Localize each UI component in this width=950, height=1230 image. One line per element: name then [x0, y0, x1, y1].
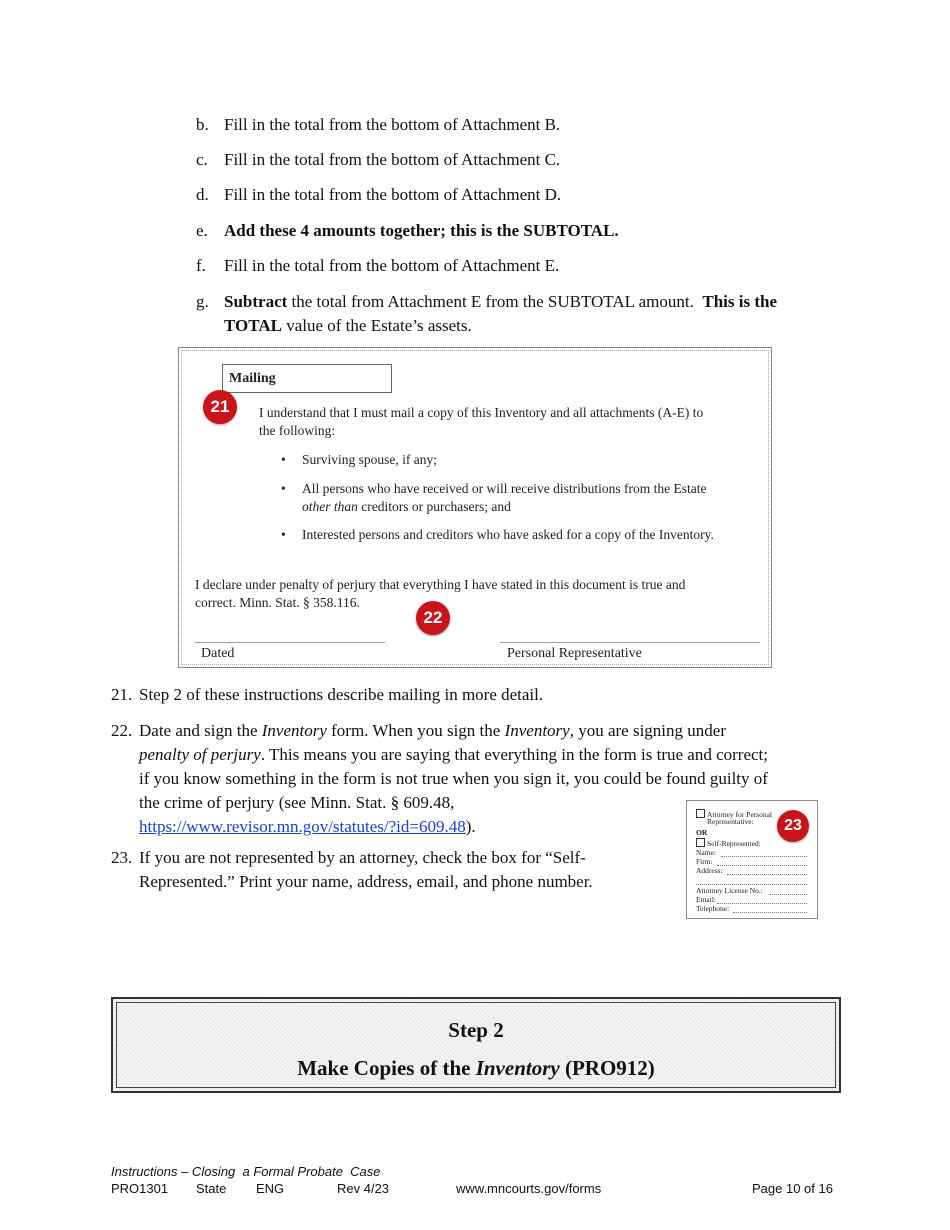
bullet-distributions-line2: [302, 498, 511, 516]
footer-doc-title: Instructions – Closing a Formal Probate Case: [111, 1164, 381, 1179]
inventory-italic: Inventory: [504, 721, 570, 740]
s22-c: form. When you sign the: [326, 721, 505, 740]
declaration-line1: I declare under penalty of perjury that everything I have stated in this document is true and: [195, 577, 686, 592]
list-item: [196, 183, 846, 207]
list-letter: d.: [196, 185, 209, 204]
mini-line: [721, 856, 807, 857]
list-text-bold: Add these 4 amounts together; this is the SUBTOTAL.: [224, 221, 619, 240]
list-letter: e.: [196, 221, 208, 240]
mini-attorney2: Representative:: [707, 817, 754, 826]
dated-line: [195, 642, 385, 643]
mini-self: [696, 838, 761, 848]
footer-code: PRO1301: [111, 1181, 169, 1196]
mini-name: Name:: [696, 848, 716, 857]
s22-a: Date and sign the: [139, 721, 262, 740]
checkbox-icon: [696, 838, 705, 847]
s22-line2: [139, 743, 839, 767]
step-2-banner: [111, 997, 841, 1093]
revisor-link[interactable]: https://www.revisor.mn.gov/statutes/?id=609.48: [139, 817, 466, 836]
footer-url: www.mncourts.gov/forms: [456, 1181, 602, 1196]
dated-label: Dated: [201, 646, 235, 661]
s22-e: , you are signing under: [569, 721, 726, 740]
inventory-italic: Inventory: [261, 721, 327, 740]
list-text: Fill in the total from the bottom of Attachment D.: [224, 185, 562, 204]
mini-line: [717, 865, 807, 866]
step-2-sub-a: Make Copies of the: [297, 1056, 476, 1080]
step-2-sub-c: (PRO912): [559, 1056, 655, 1080]
mini-or: OR: [696, 828, 708, 837]
s23-line1: If you are not represented by an attorney, check the box for “Self-: [139, 848, 586, 867]
mini-address: Address:: [696, 866, 723, 875]
step-2-inventory-italic: Inventory: [475, 1056, 560, 1080]
penalty-italic: penalty of perjury: [139, 745, 261, 764]
mini-license: Attorney License No.:: [696, 886, 763, 895]
mini-line: [727, 874, 807, 875]
mini-self-text: Self-Represented:: [707, 839, 761, 848]
step-2-subtitle: [113, 1056, 839, 1081]
mailing-heading-box: [222, 364, 392, 393]
step-number: 23.: [111, 848, 133, 867]
mini-line: [769, 894, 807, 895]
footer-page: Page 10 of 16: [752, 1181, 833, 1196]
declaration-line2: correct. Minn. Stat. § 358.116.: [195, 595, 360, 610]
mini-firm: Firm:: [696, 857, 713, 866]
list-item: [196, 254, 846, 278]
mailing-heading: Mailing: [229, 371, 276, 386]
mailing-intro-line1: I understand that I must mail a copy of this Inventory and all attachments (A-E) to: [259, 405, 704, 420]
step-number: 21.: [111, 685, 133, 704]
footer-state: State: [196, 1181, 227, 1196]
g-end: value of the Estate’s assets.: [281, 316, 472, 335]
signature-line: [500, 642, 760, 643]
step-text: Step 2 of these instructions describe mailing in more detail.: [139, 685, 544, 704]
bullet-dot: •: [281, 527, 286, 542]
badge-21: 21: [203, 390, 237, 424]
mini-line: [733, 912, 807, 913]
step-23-text: [139, 846, 669, 894]
other-than-italic: other than: [302, 499, 358, 514]
list-item: [196, 148, 846, 172]
mini-email: Email:: [696, 895, 716, 904]
s23-line2: Represented.” Print your name, address, email, and phone number.: [139, 872, 593, 891]
list-text-line2: [224, 314, 472, 338]
list-text: Fill in the total from the bottom of Attachment E.: [224, 256, 560, 275]
subtract-bold: Subtract: [224, 292, 288, 311]
mailing-form-figure: [178, 347, 772, 668]
this-is-the-bold: This is the: [702, 292, 777, 311]
step-21: [111, 683, 851, 707]
badge-22: 22: [416, 601, 450, 635]
footer-rev: Rev 4/23: [337, 1181, 390, 1196]
bullet-spouse: Surviving spouse, if any;: [302, 452, 437, 467]
checkbox-icon: [696, 809, 705, 818]
attorney-form-thumbnail: [686, 800, 818, 919]
list-letter: f.: [196, 256, 206, 275]
s22-j: ).: [465, 817, 476, 836]
list-text: Fill in the total from the bottom of Attachment B.: [224, 115, 561, 134]
badge-23: 23: [777, 810, 809, 842]
step-2-title: Step 2: [448, 1018, 504, 1042]
step-23: [111, 846, 671, 896]
mini-telephone: Telephone:: [696, 904, 730, 913]
list-text: Fill in the total from the bottom of Attachment C.: [224, 150, 561, 169]
list-letter: b.: [196, 115, 209, 134]
list-item: [196, 219, 846, 243]
total-bold: TOTAL: [224, 316, 282, 335]
list-item: [196, 113, 846, 137]
bullet-distributions-line1: All persons who have received or will receive distributions from the Estate: [302, 481, 707, 496]
list-letter: c.: [196, 150, 208, 169]
s22-g: . This means you are saying that everything in the form is true and correct;: [260, 745, 768, 764]
mini-attorney-text: Attorney for Personal: [707, 810, 772, 819]
list-letter: g.: [196, 292, 209, 311]
signer-label: Personal Representative: [507, 646, 642, 661]
g-mid: the total from Attachment E from the SUBTOTAL amount.: [287, 292, 703, 311]
mini-line: [696, 884, 807, 885]
list-text: [224, 290, 777, 314]
s22-line4: the crime of perjury (see Minn. Stat. § 609.48,: [139, 793, 455, 812]
bullet2-rest: creditors or purchasers; and: [357, 499, 511, 514]
list-item-g: [196, 290, 846, 340]
footer-lang: ENG: [256, 1181, 285, 1196]
s22-line1: [139, 719, 839, 743]
s22-line3: if you know something in the form is not true when you sign it, you could be found guilty of: [139, 769, 768, 788]
bullet-dot: •: [281, 452, 286, 467]
step-number: 22.: [111, 721, 133, 740]
bullet-dot: •: [281, 481, 286, 496]
bullet-interested: Interested persons and creditors who have asked for a copy of the Inventory.: [302, 527, 714, 542]
mailing-intro-line2: the following:: [259, 423, 336, 438]
mini-line: [717, 903, 807, 904]
